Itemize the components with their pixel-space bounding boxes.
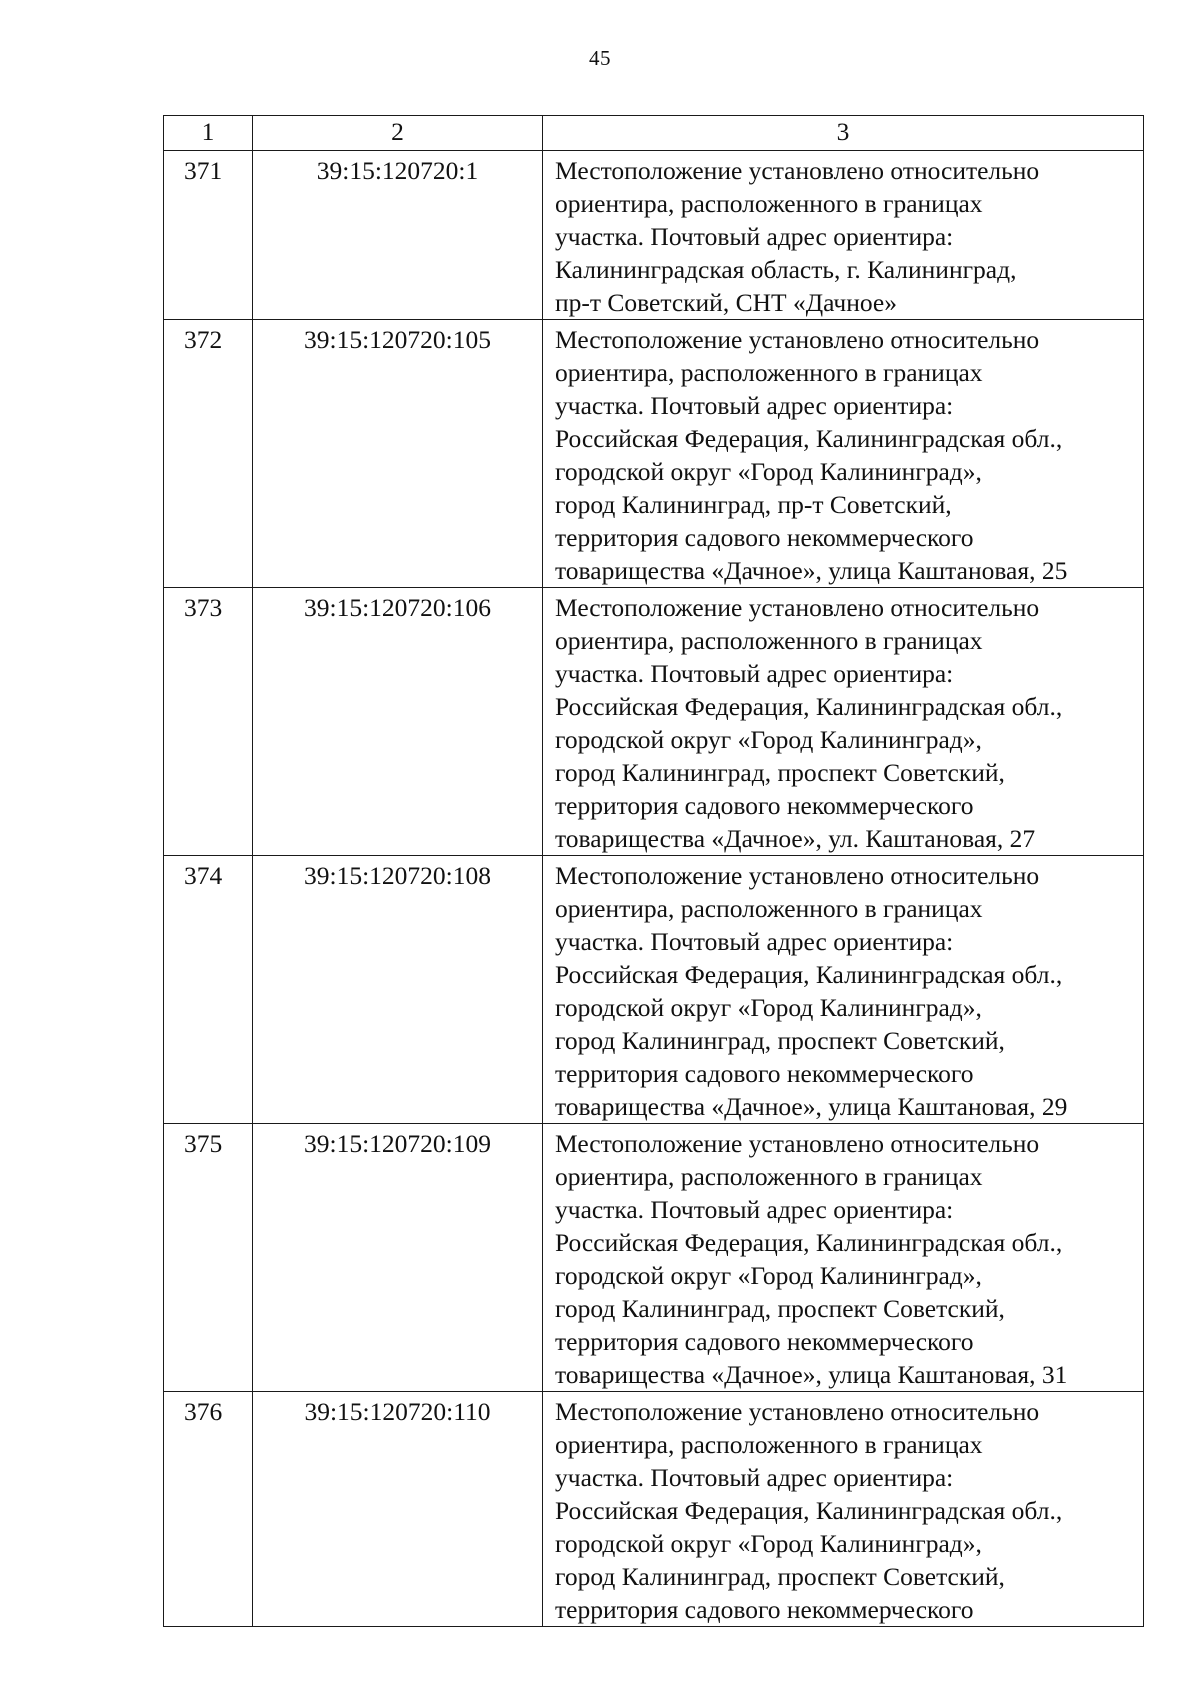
location-line: территория садового некоммерческого [555, 1059, 974, 1088]
location-line: ориентира, расположенного в границах [555, 894, 983, 923]
location-description [543, 320, 1144, 588]
row-number: 376 [164, 1392, 253, 1627]
location-line: товарищества «Дачное», улица Каштановая, 29 [555, 1092, 1068, 1121]
cadastral-number: 39:15:120720:109 [253, 1124, 543, 1392]
location-description [543, 588, 1144, 856]
location-line: Местоположение установлено относительно [555, 1397, 1040, 1426]
location-line: город Калининград, проспект Советский, [555, 1562, 1005, 1591]
table-body [164, 151, 1144, 1627]
location-line: участка. Почтовый адрес ориентира: [555, 1195, 954, 1224]
row-number: 374 [164, 856, 253, 1124]
location-line: городской округ «Город Калининград», [555, 457, 982, 486]
location-line: Российская Федерация, Калининградская обл., [555, 1228, 1063, 1257]
location-line: товарищества «Дачное», улица Каштановая, 25 [555, 556, 1068, 585]
location-line: участка. Почтовый адрес ориентира: [555, 927, 954, 956]
column-header-location: 3 [543, 116, 1144, 151]
table-row [164, 856, 1144, 1124]
location-line: ориентира, расположенного в границах [555, 626, 983, 655]
location-line: участка. Почтовый адрес ориентира: [555, 659, 954, 688]
location-line: Местоположение установлено относительно [555, 1129, 1040, 1158]
location-line: Местоположение установлено относительно [555, 593, 1040, 622]
table-row [164, 151, 1144, 320]
column-header-cadastral: 2 [253, 116, 543, 151]
row-number: 375 [164, 1124, 253, 1392]
page-number: 45 [589, 46, 611, 70]
location-description [543, 1392, 1144, 1627]
location-line: территория садового некоммерческого [555, 791, 974, 820]
location-line: участка. Почтовый адрес ориентира: [555, 391, 954, 420]
row-number: 373 [164, 588, 253, 856]
location-line: товарищества «Дачное», ул. Каштановая, 27 [555, 824, 1036, 853]
row-number: 372 [164, 320, 253, 588]
cadastral-number: 39:15:120720:108 [253, 856, 543, 1124]
location-line: город Калининград, проспект Советский, [555, 1294, 1005, 1323]
location-line: ориентира, расположенного в границах [555, 1430, 983, 1459]
location-line: Российская Федерация, Калининградская обл., [555, 424, 1063, 453]
location-line: участка. Почтовый адрес ориентира: [555, 1463, 954, 1492]
land-plot-table [163, 115, 1144, 1627]
cadastral-number: 39:15:120720:110 [253, 1392, 543, 1627]
location-line: Российская Федерация, Калининградская обл., [555, 960, 1063, 989]
location-line: товарищества «Дачное», улица Каштановая, 31 [555, 1360, 1068, 1389]
location-line: Российская Федерация, Калининградская обл., [555, 1496, 1063, 1525]
location-line: Местоположение установлено относительно [555, 156, 1040, 185]
cadastral-number: 39:15:120720:105 [253, 320, 543, 588]
location-line: Калининградская область, г. Калининград, [555, 255, 1017, 284]
location-line: ориентира, расположенного в границах [555, 1162, 983, 1191]
location-line: Российская Федерация, Калининградская обл., [555, 692, 1063, 721]
location-description [543, 1124, 1144, 1392]
row-number: 371 [164, 151, 253, 320]
location-line: Местоположение установлено относительно [555, 325, 1040, 354]
location-line: территория садового некоммерческого [555, 523, 974, 552]
location-line: Местоположение установлено относительно [555, 861, 1040, 890]
cadastral-number: 39:15:120720:106 [253, 588, 543, 856]
location-line: городской округ «Город Калининград», [555, 993, 982, 1022]
location-line: городской округ «Город Калининград», [555, 1261, 982, 1290]
column-header-number: 1 [164, 116, 253, 151]
location-description [543, 151, 1144, 320]
location-line: городской округ «Город Калининград», [555, 1529, 982, 1558]
table-row [164, 588, 1144, 856]
location-line: пр-т Советский, СНТ «Дачное» [555, 288, 897, 317]
table-row [164, 320, 1144, 588]
location-line: ориентира, расположенного в границах [555, 189, 983, 218]
location-line: территория садового некоммерческого [555, 1327, 974, 1356]
location-line: город Калининград, проспект Советский, [555, 1026, 1005, 1055]
location-line: участка. Почтовый адрес ориентира: [555, 222, 954, 251]
location-line: территория садового некоммерческого [555, 1595, 974, 1624]
location-line: город Калининград, проспект Советский, [555, 758, 1005, 787]
header-row [164, 116, 1144, 151]
table-row [164, 1392, 1144, 1627]
location-line: ориентира, расположенного в границах [555, 358, 983, 387]
table-row [164, 1124, 1144, 1392]
location-line: город Калининград, пр-т Советский, [555, 490, 952, 519]
location-description [543, 856, 1144, 1124]
cadastral-number: 39:15:120720:1 [253, 151, 543, 320]
location-line: городской округ «Город Калининград», [555, 725, 982, 754]
